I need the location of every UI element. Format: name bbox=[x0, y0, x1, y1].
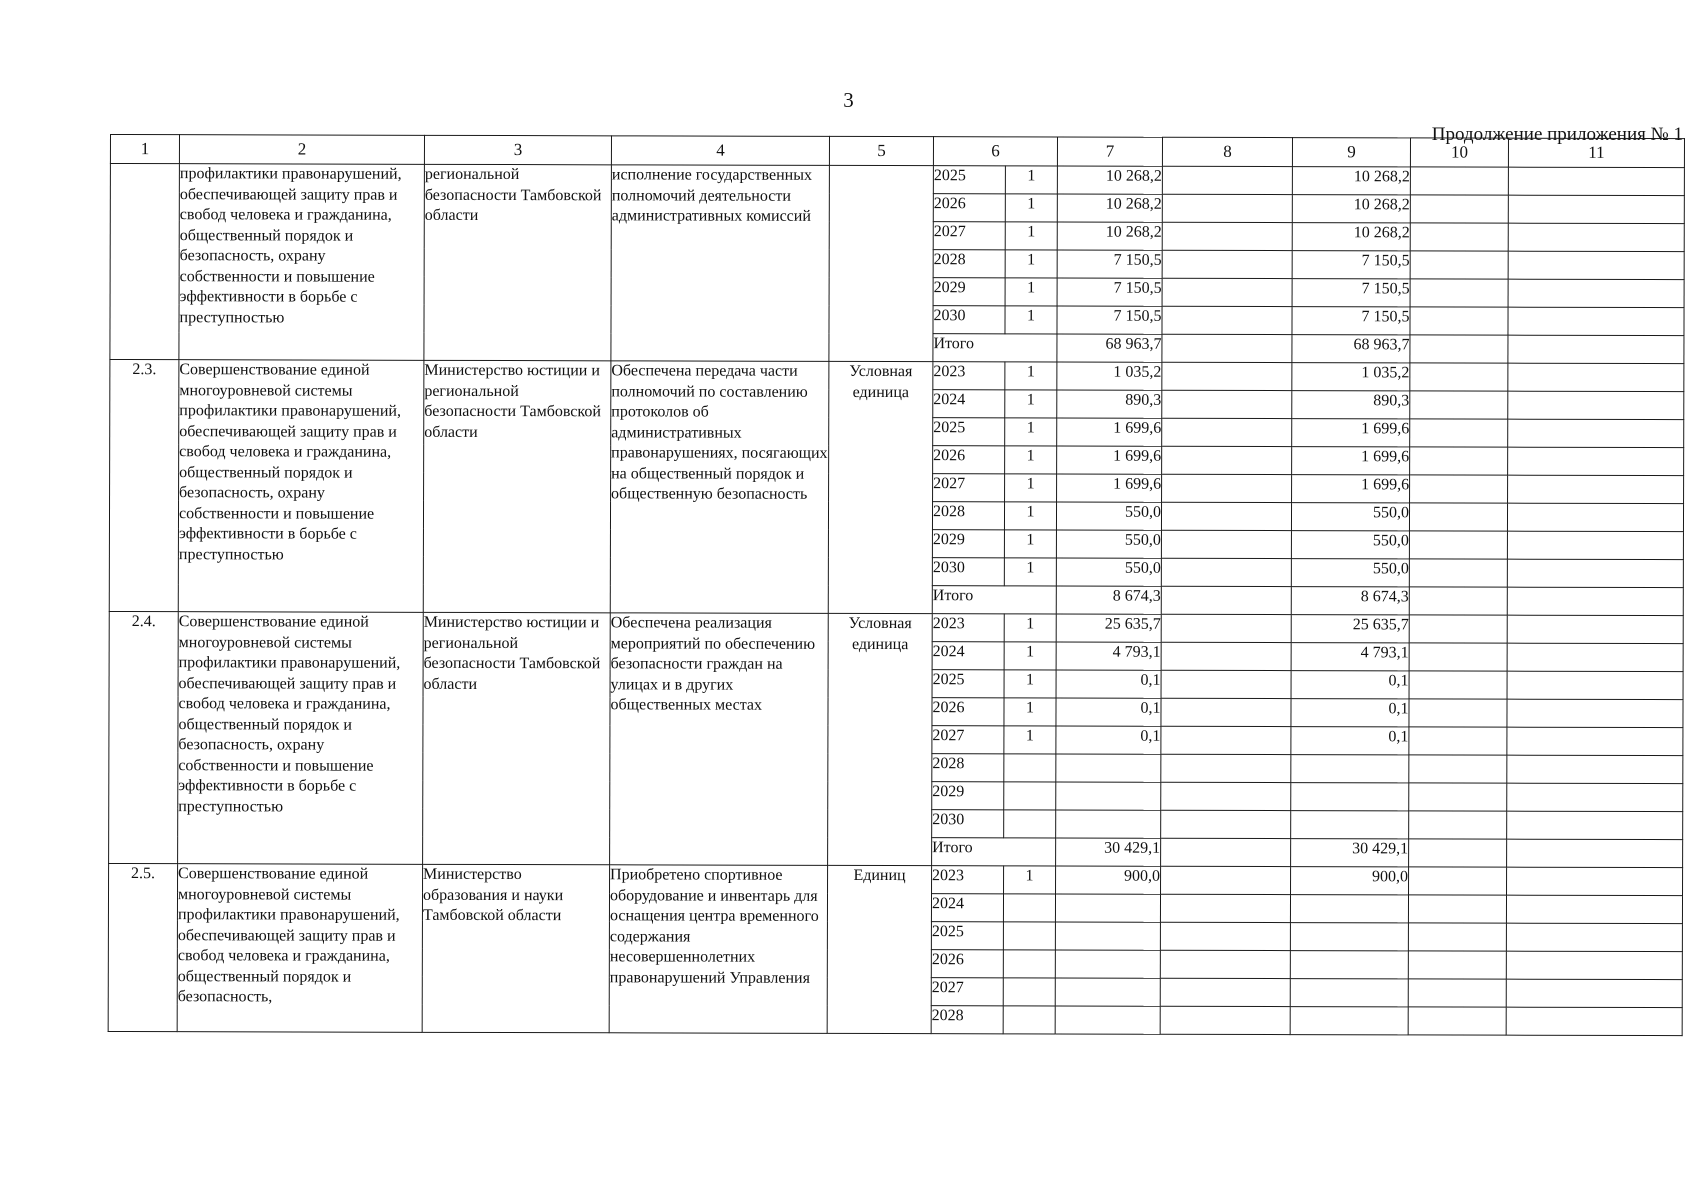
value-col9 bbox=[1290, 1007, 1408, 1035]
value-col8 bbox=[1161, 614, 1291, 642]
value-col9 bbox=[1290, 923, 1408, 951]
value-col8 bbox=[1160, 1006, 1290, 1034]
indicator-cell: 1 bbox=[1004, 530, 1056, 558]
value-col11 bbox=[1508, 167, 1684, 195]
value-col7: 550,0 bbox=[1056, 502, 1161, 530]
value-col11 bbox=[1506, 923, 1682, 951]
indicator-cell: 1 bbox=[1005, 306, 1057, 334]
year-cell: 2027 bbox=[933, 222, 1005, 250]
year-cell: 2027 bbox=[932, 726, 1004, 754]
value-col9: 0,1 bbox=[1291, 727, 1409, 755]
value-col8 bbox=[1162, 194, 1292, 222]
column-header-4: 4 bbox=[611, 136, 829, 166]
total-col10 bbox=[1409, 839, 1507, 867]
value-col7: 900,0 bbox=[1056, 866, 1161, 894]
value-col11 bbox=[1508, 195, 1684, 223]
value-col8 bbox=[1160, 950, 1290, 978]
value-col9 bbox=[1290, 951, 1408, 979]
value-col11 bbox=[1507, 811, 1683, 839]
table-row bbox=[109, 863, 1683, 895]
value-col11 bbox=[1508, 475, 1684, 503]
value-col9: 1 699,6 bbox=[1292, 475, 1410, 503]
value-col8 bbox=[1162, 222, 1292, 250]
value-col11 bbox=[1508, 251, 1684, 279]
total-col8 bbox=[1161, 586, 1291, 614]
section-number: 2.4. bbox=[109, 611, 179, 863]
value-col9: 890,3 bbox=[1292, 391, 1410, 419]
value-col8 bbox=[1162, 306, 1292, 334]
value-col10 bbox=[1408, 1007, 1506, 1035]
value-col11 bbox=[1507, 727, 1683, 755]
total-col11 bbox=[1508, 335, 1684, 363]
value-col7 bbox=[1055, 894, 1160, 922]
value-col8 bbox=[1162, 446, 1292, 474]
value-col11 bbox=[1508, 447, 1684, 475]
value-col9: 7 150,5 bbox=[1292, 279, 1410, 307]
value-col10 bbox=[1409, 755, 1507, 783]
year-cell: 2027 bbox=[933, 474, 1005, 502]
value-col8 bbox=[1161, 670, 1291, 698]
indicator-cell bbox=[1003, 978, 1055, 1006]
total-col8 bbox=[1161, 838, 1291, 866]
year-cell: 2028 bbox=[933, 250, 1005, 278]
value-col10 bbox=[1409, 783, 1507, 811]
column-header-9: 9 bbox=[1292, 138, 1410, 167]
table-row bbox=[110, 360, 1684, 392]
column-header-5: 5 bbox=[829, 136, 933, 165]
indicator-cell: 1 bbox=[1004, 670, 1056, 698]
total-col9: 8 674,3 bbox=[1291, 587, 1409, 615]
value-col9: 0,1 bbox=[1291, 671, 1409, 699]
continuation-label: Продолжение приложения № 1 bbox=[1431, 124, 1683, 145]
value-col7: 7 150,5 bbox=[1057, 278, 1162, 306]
indicator-cell bbox=[1004, 754, 1056, 782]
value-col7 bbox=[1055, 922, 1160, 950]
unit-of-measure bbox=[829, 165, 934, 361]
value-col9 bbox=[1290, 895, 1408, 923]
measure-name: профилактики правонарушений, обеспечивающей защиту прав и свобод человека и гражданина, общественный порядок и безопасность, охрану собственности и повышение эффективности в борьбе с преступностью bbox=[179, 164, 425, 361]
value-col7: 1 035,2 bbox=[1057, 362, 1162, 390]
year-cell: 2025 bbox=[933, 418, 1005, 446]
indicator-cell: 1 bbox=[1005, 278, 1057, 306]
value-col10 bbox=[1410, 391, 1508, 419]
year-cell: 2028 bbox=[932, 502, 1004, 530]
unit-of-measure: Условная единица bbox=[828, 613, 933, 865]
value-col10 bbox=[1408, 923, 1506, 951]
section-number bbox=[110, 164, 180, 360]
value-col8 bbox=[1162, 166, 1292, 194]
indicator-cell bbox=[1003, 922, 1055, 950]
value-col7 bbox=[1056, 782, 1161, 810]
value-col10 bbox=[1409, 727, 1507, 755]
value-col8 bbox=[1161, 530, 1291, 558]
section-number: 2.5. bbox=[108, 863, 177, 1031]
measure-name: Совершенствование единой многоуровневой системы профилактики правонарушений, обеспечивающей защиту прав и свобод человека и гражданина, общественный порядок и безопасность, bbox=[177, 864, 422, 1033]
executor-name: Министерство образования и науки Тамбовской области bbox=[422, 864, 609, 1032]
value-col8 bbox=[1162, 362, 1292, 390]
year-cell: 2024 bbox=[933, 390, 1005, 418]
value-col10 bbox=[1409, 671, 1507, 699]
value-col9 bbox=[1290, 979, 1408, 1007]
value-col11 bbox=[1506, 1007, 1682, 1035]
total-col11 bbox=[1507, 839, 1683, 867]
value-col8 bbox=[1161, 782, 1291, 810]
value-col8 bbox=[1161, 558, 1291, 586]
value-col8 bbox=[1162, 250, 1292, 278]
value-col10 bbox=[1409, 559, 1507, 587]
value-col9: 1 699,6 bbox=[1292, 419, 1410, 447]
value-col10 bbox=[1409, 699, 1507, 727]
value-col10 bbox=[1410, 279, 1508, 307]
column-header-11: 11 bbox=[1508, 138, 1684, 167]
indicator-cell: 1 bbox=[1005, 166, 1057, 194]
value-col10 bbox=[1410, 167, 1508, 195]
value-col8 bbox=[1162, 390, 1292, 418]
indicator-cell bbox=[1003, 950, 1055, 978]
value-col7: 4 793,1 bbox=[1056, 642, 1161, 670]
value-col9: 550,0 bbox=[1291, 531, 1409, 559]
value-col11 bbox=[1508, 307, 1684, 335]
year-cell: 2029 bbox=[932, 530, 1004, 558]
table-row bbox=[110, 164, 1684, 196]
executor-name: региональной безопасности Тамбовской области bbox=[424, 164, 612, 360]
table-row bbox=[109, 611, 1683, 643]
unit-of-measure: Условная единица bbox=[828, 361, 933, 613]
total-label: Итого bbox=[932, 586, 1056, 614]
value-col9: 550,0 bbox=[1291, 559, 1409, 587]
value-col8 bbox=[1161, 698, 1291, 726]
value-col7: 10 268,2 bbox=[1057, 166, 1162, 194]
value-col8 bbox=[1161, 642, 1291, 670]
value-col8 bbox=[1162, 278, 1292, 306]
column-header-7: 7 bbox=[1057, 137, 1162, 166]
indicator-cell bbox=[1003, 1006, 1055, 1034]
value-col11 bbox=[1507, 643, 1683, 671]
value-col7: 1 699,6 bbox=[1057, 418, 1162, 446]
value-col11 bbox=[1508, 419, 1684, 447]
total-col7: 30 429,1 bbox=[1056, 838, 1161, 866]
value-col7: 7 150,5 bbox=[1057, 306, 1162, 334]
value-col11 bbox=[1507, 615, 1683, 643]
expected-result: Приобретено спортивное оборудование и инвентарь для оснащения центра временного содержания несовершеннолетних правонарушений Управления bbox=[609, 865, 827, 1034]
value-col11 bbox=[1507, 699, 1683, 727]
value-col8 bbox=[1162, 474, 1292, 502]
value-col10 bbox=[1410, 195, 1508, 223]
column-header-10: 10 bbox=[1410, 138, 1508, 167]
value-col7: 550,0 bbox=[1056, 530, 1161, 558]
value-col7: 25 635,7 bbox=[1056, 614, 1161, 642]
value-col11 bbox=[1507, 755, 1683, 783]
year-cell: 2030 bbox=[932, 558, 1004, 586]
column-header-2: 2 bbox=[179, 135, 424, 165]
year-cell: 2023 bbox=[932, 614, 1004, 642]
unit-of-measure: Единиц bbox=[827, 865, 931, 1033]
year-cell: 2023 bbox=[933, 362, 1005, 390]
total-label: Итого bbox=[933, 334, 1057, 362]
value-col7: 0,1 bbox=[1056, 698, 1161, 726]
year-cell: 2025 bbox=[933, 166, 1005, 194]
year-cell: 2029 bbox=[932, 782, 1004, 810]
value-col8 bbox=[1160, 922, 1290, 950]
value-col10 bbox=[1409, 615, 1507, 643]
value-col11 bbox=[1507, 503, 1683, 531]
column-header-6: 6 bbox=[933, 137, 1057, 166]
value-col10 bbox=[1410, 363, 1508, 391]
value-col9 bbox=[1291, 783, 1409, 811]
value-col10 bbox=[1408, 951, 1506, 979]
value-col9: 900,0 bbox=[1291, 867, 1409, 895]
value-col8 bbox=[1160, 978, 1290, 1006]
value-col9: 10 268,2 bbox=[1292, 195, 1410, 223]
year-cell: 2027 bbox=[931, 978, 1003, 1006]
expected-result: Обеспечена реализация мероприятий по обеспечению безопасности граждан на улицах и в других общественных местах bbox=[610, 613, 829, 866]
value-col8 bbox=[1162, 418, 1292, 446]
value-col11 bbox=[1507, 559, 1683, 587]
value-col7: 1 699,6 bbox=[1057, 446, 1162, 474]
indicator-cell: 1 bbox=[1005, 194, 1057, 222]
value-col11 bbox=[1506, 951, 1682, 979]
value-col9: 550,0 bbox=[1291, 503, 1409, 531]
value-col11 bbox=[1508, 223, 1684, 251]
year-cell: 2026 bbox=[933, 446, 1005, 474]
year-cell: 2024 bbox=[931, 894, 1003, 922]
value-col10 bbox=[1408, 895, 1506, 923]
indicator-cell: 1 bbox=[1005, 418, 1057, 446]
year-cell: 2030 bbox=[932, 810, 1004, 838]
value-col7 bbox=[1056, 810, 1161, 838]
total-label: Итого bbox=[932, 838, 1056, 866]
indicator-cell: 1 bbox=[1004, 698, 1056, 726]
year-cell: 2028 bbox=[931, 1006, 1003, 1034]
expected-result: Обеспечена передача части полномочий по составлению протоколов об административных правонарушениях, посягающих на общественный порядок и общественную безопасность bbox=[610, 361, 829, 614]
value-col9: 7 150,5 bbox=[1292, 251, 1410, 279]
measure-name: Совершенствование единой многоуровневой системы профилактики правонарушений, обеспечивающей защиту прав и свобод человека и гражданина, общественный порядок и безопасность, охрану собственности и повышение эффективности в борьбе с преступностью bbox=[178, 612, 424, 865]
value-col11 bbox=[1508, 279, 1684, 307]
value-col8 bbox=[1161, 754, 1291, 782]
value-col7: 890,3 bbox=[1057, 390, 1162, 418]
year-cell: 2028 bbox=[932, 754, 1004, 782]
value-col10 bbox=[1408, 979, 1506, 1007]
value-col9 bbox=[1291, 755, 1409, 783]
indicator-cell: 1 bbox=[1004, 502, 1056, 530]
value-col9: 25 635,7 bbox=[1291, 615, 1409, 643]
year-cell: 2029 bbox=[933, 278, 1005, 306]
indicator-cell bbox=[1004, 810, 1056, 838]
executor-name: Министерство юстиции и региональной безопасности Тамбовской области bbox=[423, 360, 611, 612]
value-col7 bbox=[1055, 1006, 1160, 1034]
indicator-cell: 1 bbox=[1004, 726, 1056, 754]
indicator-cell: 1 bbox=[1004, 866, 1056, 894]
total-col10 bbox=[1410, 335, 1508, 363]
value-col10 bbox=[1410, 223, 1508, 251]
year-cell: 2026 bbox=[931, 950, 1003, 978]
value-col9: 1 035,2 bbox=[1292, 363, 1410, 391]
indicator-cell: 1 bbox=[1005, 362, 1057, 390]
indicator-cell: 1 bbox=[1005, 250, 1057, 278]
appendix-table bbox=[108, 134, 1685, 1036]
column-header-1: 1 bbox=[110, 135, 179, 164]
value-col9: 7 150,5 bbox=[1292, 307, 1410, 335]
value-col7: 10 268,2 bbox=[1057, 194, 1162, 222]
value-col9: 10 268,2 bbox=[1292, 167, 1410, 195]
indicator-cell: 1 bbox=[1005, 474, 1057, 502]
year-cell: 2025 bbox=[932, 670, 1004, 698]
indicator-cell bbox=[1003, 894, 1055, 922]
value-col10 bbox=[1409, 811, 1507, 839]
value-col9: 10 268,2 bbox=[1292, 223, 1410, 251]
total-col7: 8 674,3 bbox=[1056, 586, 1161, 614]
value-col7 bbox=[1055, 950, 1160, 978]
total-col11 bbox=[1507, 587, 1683, 615]
value-col7: 10 268,2 bbox=[1057, 222, 1162, 250]
total-col7: 68 963,7 bbox=[1057, 334, 1162, 362]
total-col9: 68 963,7 bbox=[1292, 335, 1410, 363]
year-cell: 2024 bbox=[932, 642, 1004, 670]
page-number: 3 bbox=[843, 88, 854, 112]
indicator-cell: 1 bbox=[1004, 614, 1056, 642]
value-col9 bbox=[1291, 811, 1409, 839]
header-row bbox=[110, 135, 1684, 168]
indicator-cell: 1 bbox=[1005, 222, 1057, 250]
value-col10 bbox=[1410, 307, 1508, 335]
year-cell: 2030 bbox=[933, 306, 1005, 334]
column-header-8: 8 bbox=[1162, 137, 1292, 166]
measure-name: Совершенствование единой многоуровневой системы профилактики правонарушений, обеспечивающей защиту прав и свобод человека и гражданина, общественный порядок и безопасность, охрану собственности и повышение эффективности в борьбе с преступностью bbox=[178, 360, 424, 613]
value-col7: 550,0 bbox=[1056, 558, 1161, 586]
indicator-cell: 1 bbox=[1005, 390, 1057, 418]
value-col7: 0,1 bbox=[1056, 726, 1161, 754]
indicator-cell bbox=[1004, 782, 1056, 810]
value-col8 bbox=[1161, 502, 1291, 530]
value-col8 bbox=[1161, 866, 1291, 894]
value-col11 bbox=[1508, 391, 1684, 419]
value-col10 bbox=[1410, 251, 1508, 279]
value-col10 bbox=[1409, 503, 1507, 531]
value-col7: 7 150,5 bbox=[1057, 250, 1162, 278]
value-col11 bbox=[1507, 867, 1683, 895]
total-col8 bbox=[1162, 334, 1292, 362]
value-col8 bbox=[1161, 726, 1291, 754]
value-col7: 1 699,6 bbox=[1057, 474, 1162, 502]
value-col7 bbox=[1056, 754, 1161, 782]
value-col9: 4 793,1 bbox=[1291, 643, 1409, 671]
value-col7 bbox=[1055, 978, 1160, 1006]
indicator-cell: 1 bbox=[1004, 558, 1056, 586]
value-col11 bbox=[1507, 783, 1683, 811]
value-col11 bbox=[1506, 979, 1682, 1007]
value-col10 bbox=[1410, 419, 1508, 447]
value-col11 bbox=[1506, 895, 1682, 923]
year-cell: 2026 bbox=[932, 698, 1004, 726]
value-col10 bbox=[1409, 531, 1507, 559]
value-col9: 1 699,6 bbox=[1292, 447, 1410, 475]
year-cell: 2026 bbox=[933, 194, 1005, 222]
value-col7: 0,1 bbox=[1056, 670, 1161, 698]
expected-result: исполнение государственных полномочий деятельности административных комиссий bbox=[611, 165, 830, 362]
value-col11 bbox=[1507, 531, 1683, 559]
value-col10 bbox=[1410, 475, 1508, 503]
section-number: 2.3. bbox=[109, 360, 179, 612]
indicator-cell: 1 bbox=[1005, 446, 1057, 474]
value-col8 bbox=[1160, 894, 1290, 922]
indicator-cell: 1 bbox=[1004, 642, 1056, 670]
value-col9: 0,1 bbox=[1291, 699, 1409, 727]
year-cell: 2025 bbox=[931, 922, 1003, 950]
executor-name: Министерство юстиции и региональной безопасности Тамбовской области bbox=[423, 612, 611, 864]
year-cell: 2023 bbox=[932, 866, 1004, 894]
column-header-3: 3 bbox=[424, 135, 611, 164]
value-col11 bbox=[1507, 671, 1683, 699]
value-col10 bbox=[1410, 447, 1508, 475]
value-col10 bbox=[1409, 643, 1507, 671]
value-col11 bbox=[1508, 363, 1684, 391]
total-col9: 30 429,1 bbox=[1291, 839, 1409, 867]
total-col10 bbox=[1409, 587, 1507, 615]
value-col10 bbox=[1409, 867, 1507, 895]
value-col8 bbox=[1161, 810, 1291, 838]
